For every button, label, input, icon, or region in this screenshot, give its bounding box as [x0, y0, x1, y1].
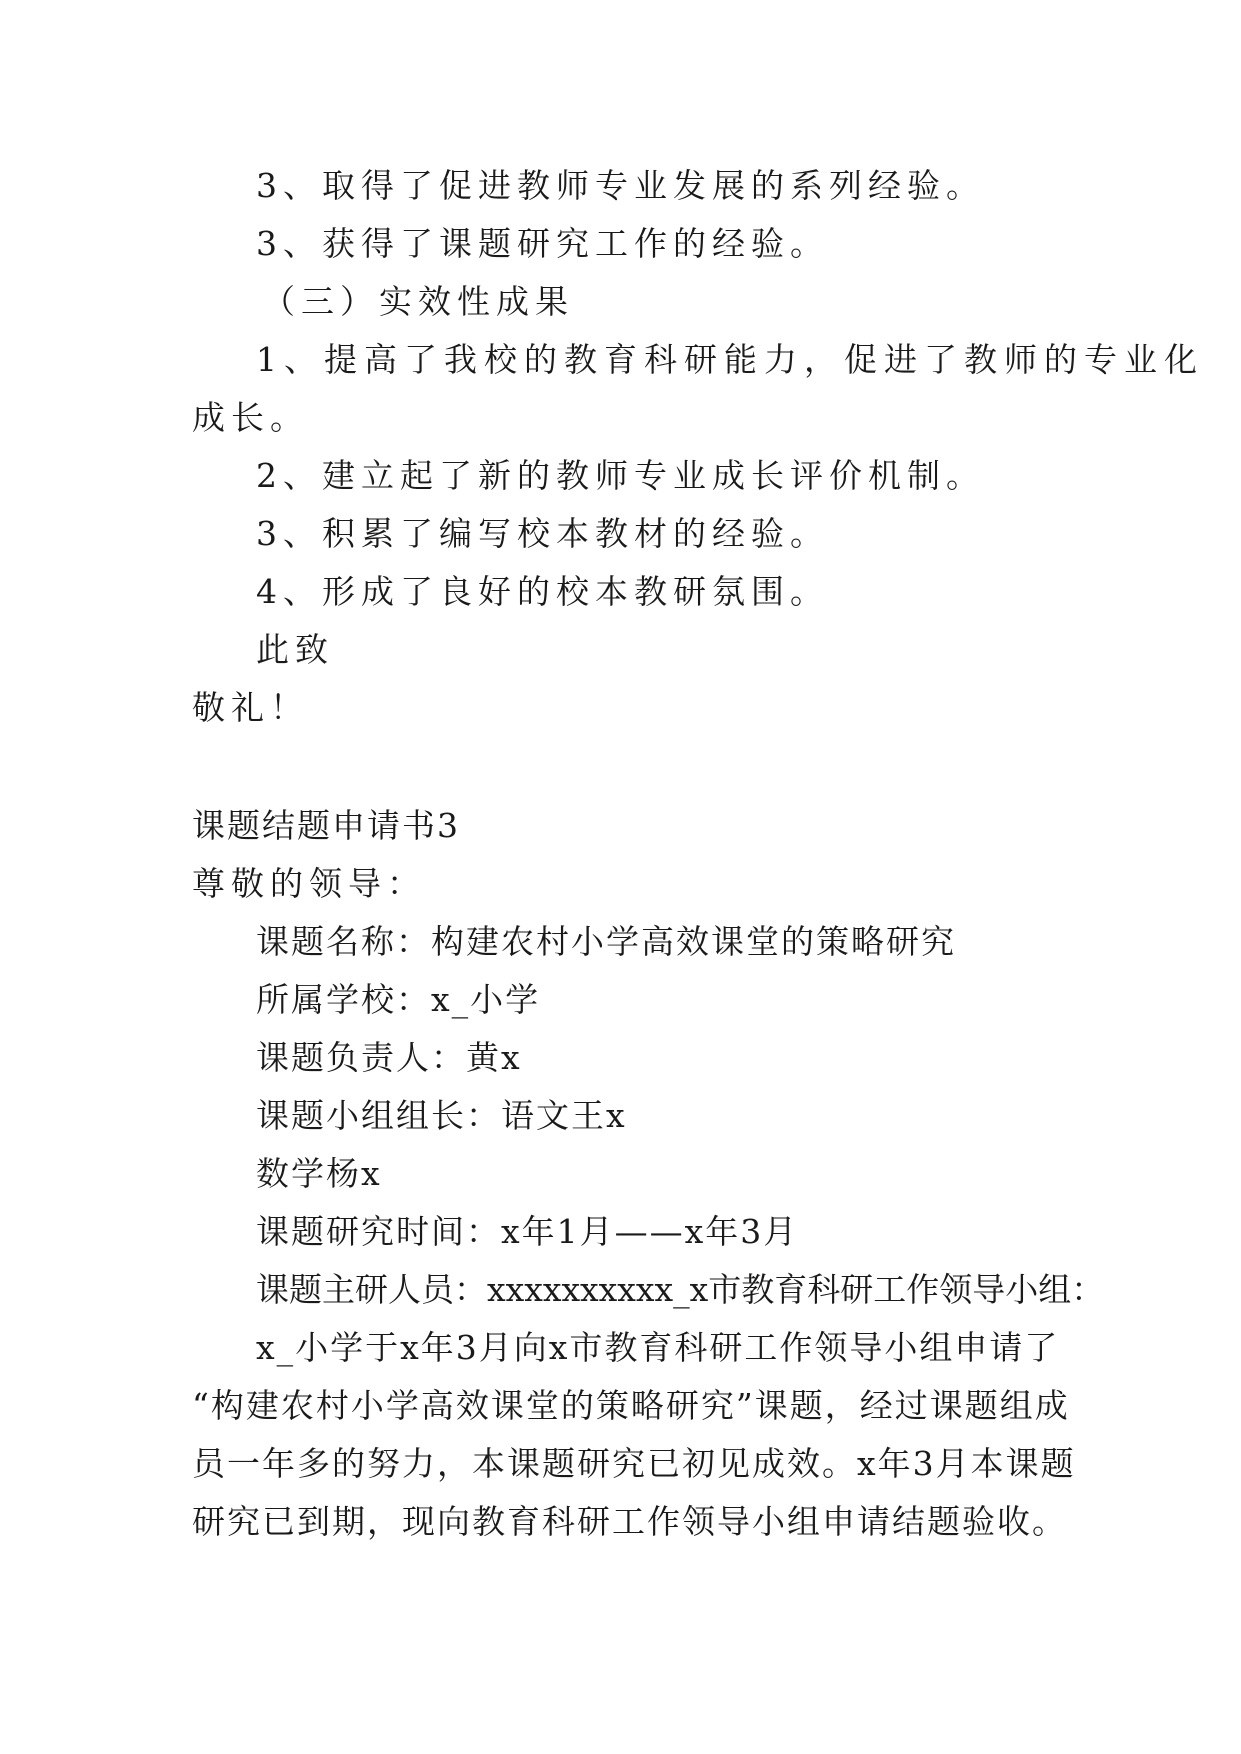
- closing-salutation: 敬礼！: [192, 688, 309, 727]
- document-title: 课题结题申请书3: [192, 806, 460, 845]
- closing-line: 此致: [256, 630, 334, 669]
- field-line: 课题主研人员：xxxxxxxxxx_x市教育科研工作领导小组：: [256, 1270, 1105, 1309]
- field-line: 数学杨x: [256, 1154, 382, 1193]
- paragraph-line: 3、积累了编写校本教材的经验。: [256, 514, 829, 553]
- section-heading: （三）实效性成果: [262, 282, 574, 321]
- paragraph-line: 4、形成了良好的校本教研氛围。: [256, 572, 829, 611]
- field-line: 课题研究时间：x年1月——x年3月: [256, 1212, 799, 1251]
- field-line: 课题负责人：黄x: [256, 1038, 522, 1077]
- field-line: 课题名称：构建农村小学高效课堂的策略研究: [256, 922, 956, 961]
- paragraph-line: 1、提高了我校的教育科研能力，促进了教师的专业化: [256, 340, 1204, 379]
- field-line: 所属学校：x_小学: [256, 980, 541, 1019]
- paragraph-line: 3、获得了课题研究工作的经验。: [256, 224, 829, 263]
- paragraph-line: 员一年多的努力，本课题研究已初见成效。x年3月本课题: [192, 1444, 1076, 1483]
- salutation: 尊敬的领导：: [192, 864, 426, 903]
- paragraph-line: “构建农村小学高效课堂的策略研究”课题，经过课题组成: [192, 1386, 1070, 1425]
- paragraph-line: 成长。: [192, 398, 309, 437]
- field-line: 课题小组组长：语文王x: [256, 1096, 627, 1135]
- paragraph-line: 3、取得了促进教师专业发展的系列经验。: [256, 166, 985, 205]
- paragraph-line: 研究已到期，现向教育科研工作领导小组申请结题验收。: [192, 1502, 1067, 1541]
- paragraph-line: 2、建立起了新的教师专业成长评价机制。: [256, 456, 985, 495]
- paragraph-line: x_小学于x年3月向x市教育科研工作领导小组申请了: [256, 1328, 1060, 1367]
